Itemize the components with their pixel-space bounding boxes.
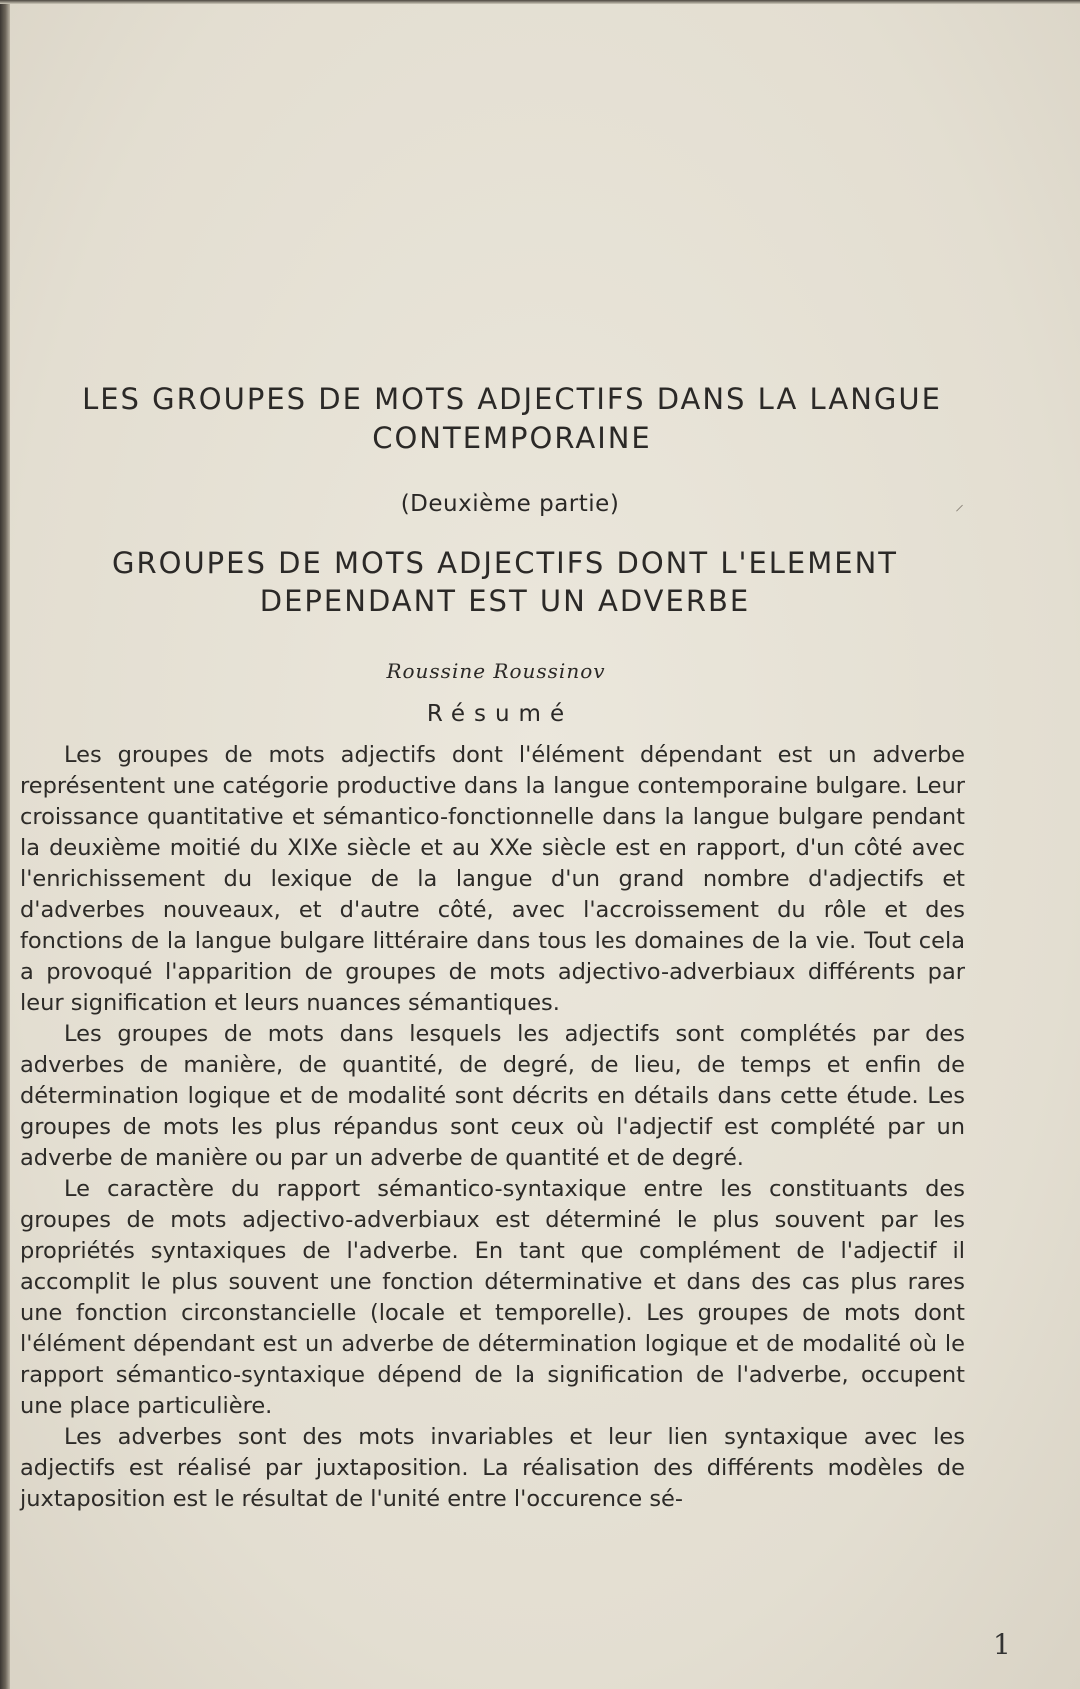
body-text [20, 740, 965, 1515]
paragraph-1: Les groupes de mots adjectifs dont l'élément dépendant est un adverbe représentent une catégorie productive dans la langue contemporaine bulgare. Leur croissance quantitative et sémantico-fonctionnelle dans la langue bulgare pendant la deuxième moitié du XIXe siècle et au XXe siècle est en rapport, d'un côté avec l'enrichissement du lexique de la langue d'un grand nombre d'adjectifs et d'adverbes nouveaux, et d'autre côté, avec l'accroissement du rôle et des fonctions de la langue bulgare littéraire dans tous les domaines de la vie. Tout cela a provoqué l'apparition de groupes de mots adjectivo-adverbiaux différents par leur signification et leurs nuances sémantiques. [20, 742, 965, 1016]
top-page-edge [0, 0, 1080, 4]
heading-line-2: DEPENDANT EST UN ADVERBE [259, 584, 751, 618]
paragraph-2: Les groupes de mots dans lesquels les adjectifs sont complétés par des adverbes de manière, de quantité, de degré, de lieu, de temps et enfin de détermination logique et de modalité sont décrits en détails dans cette étude. Les groupes de mots les plus répandus sont ceux où l'adjectif est complété par un adverbe de manière ou par un adverbe de quantité et de degré. [20, 1021, 965, 1171]
paragraph-3: Le caractère du rapport sémantico-syntaxique entre les constituants des groupes de mots adjectivo-adverbiaux est déterminé le plus souvent par les propriétés syntaxiques de l'adverbe. En tant que complément de l'adjectif il accomplit le plus souvent une fonction déterminative et dans des cas plus rares une fonction circonstancielle (locale et temporelle). Les groupes de mots dont l'élément dépendant est un adverbe de détermination logique et de modalité où le rapport sémantico-syntaxique dépend de la signification de l'adverbe, occupent une place particulière. [20, 1176, 965, 1419]
pencil-mark: ⸝ [955, 494, 964, 515]
subtitle: (Deuxième partie) [400, 491, 620, 517]
title-line-2: CONTEMPORAINE [372, 421, 652, 455]
title-line-1: LES GROUPES DE MOTS ADJECTIFS DANS LA LANGUE [82, 382, 942, 416]
section-title: Résumé [426, 701, 574, 727]
author-name: Roussine Roussinov [386, 659, 606, 683]
heading-line-1: GROUPES DE MOTS ADJECTIFS DONT L'ELEMENT [112, 546, 898, 580]
page-number: 1 [993, 1628, 1011, 1661]
book-binding-edge [0, 0, 10, 1689]
paragraph-4: Les adverbes sont des mots invariables et leur lien syntaxique avec les adjectifs est réalisé par juxtaposition. La réalisation des différents modèles de juxtaposition est le résultat de l'unité entre l'occurence sé- [20, 1424, 965, 1512]
